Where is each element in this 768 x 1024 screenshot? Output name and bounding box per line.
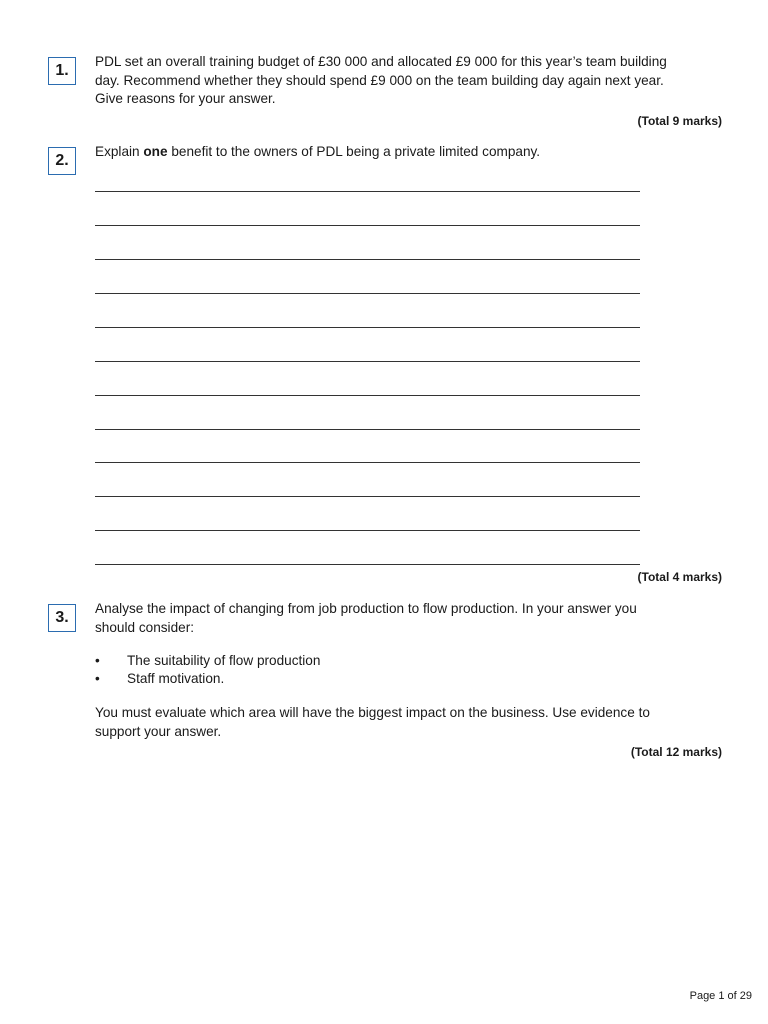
list-item <box>95 670 695 688</box>
bullet-icon: • <box>95 671 100 686</box>
answer-line-7[interactable] <box>95 395 640 396</box>
bullet-text: The suitability of flow production <box>127 653 321 668</box>
question-3-marks: (Total 12 marks) <box>630 745 722 759</box>
question-3-bullet-list <box>95 652 695 688</box>
answer-line-2[interactable] <box>95 225 640 226</box>
answer-line-11[interactable] <box>95 530 640 531</box>
answer-line-4[interactable] <box>95 293 640 294</box>
question-2-text-after: benefit to the owners of PDL being a private limited company. <box>167 144 541 159</box>
page-number: Page 1 of 29 <box>689 990 752 1002</box>
question-3-text: Analyse the impact of changing from job production to flow production. In your answer you should consider: <box>95 601 637 635</box>
question-2-text-emphasis: one <box>143 144 168 159</box>
bullet-icon: • <box>95 653 100 668</box>
answer-line-10[interactable] <box>95 496 640 497</box>
question-number-3: 3. <box>48 604 76 632</box>
question-2-text <box>95 143 695 162</box>
answer-line-8[interactable] <box>95 429 640 430</box>
question-3-closing-text: You must evaluate which area will have the biggest impact on the business. Use evidence to support your answer. <box>95 705 650 739</box>
list-item <box>95 652 695 670</box>
question-1-marks: (Total 9 marks) <box>637 114 722 128</box>
answer-line-12[interactable] <box>95 564 640 565</box>
answer-line-5[interactable] <box>95 327 640 328</box>
answer-line-3[interactable] <box>95 259 640 260</box>
answer-line-9[interactable] <box>95 462 640 463</box>
question-1-text: PDL set an overall training budget of £30 000 and allocated £9 000 for this year’s team building day. Recommend whether they should spend £9 000 on the team building day again next year. Give reasons for your answer. <box>95 54 667 106</box>
answer-line-1[interactable] <box>95 191 640 192</box>
question-2-text-before: Explain <box>95 144 144 159</box>
question-2-marks: (Total 4 marks) <box>637 570 722 584</box>
question-number-1: 1. <box>48 57 76 85</box>
answer-line-6[interactable] <box>95 361 640 362</box>
question-number-2: 2. <box>48 147 76 175</box>
bullet-text: Staff motivation. <box>127 671 225 686</box>
